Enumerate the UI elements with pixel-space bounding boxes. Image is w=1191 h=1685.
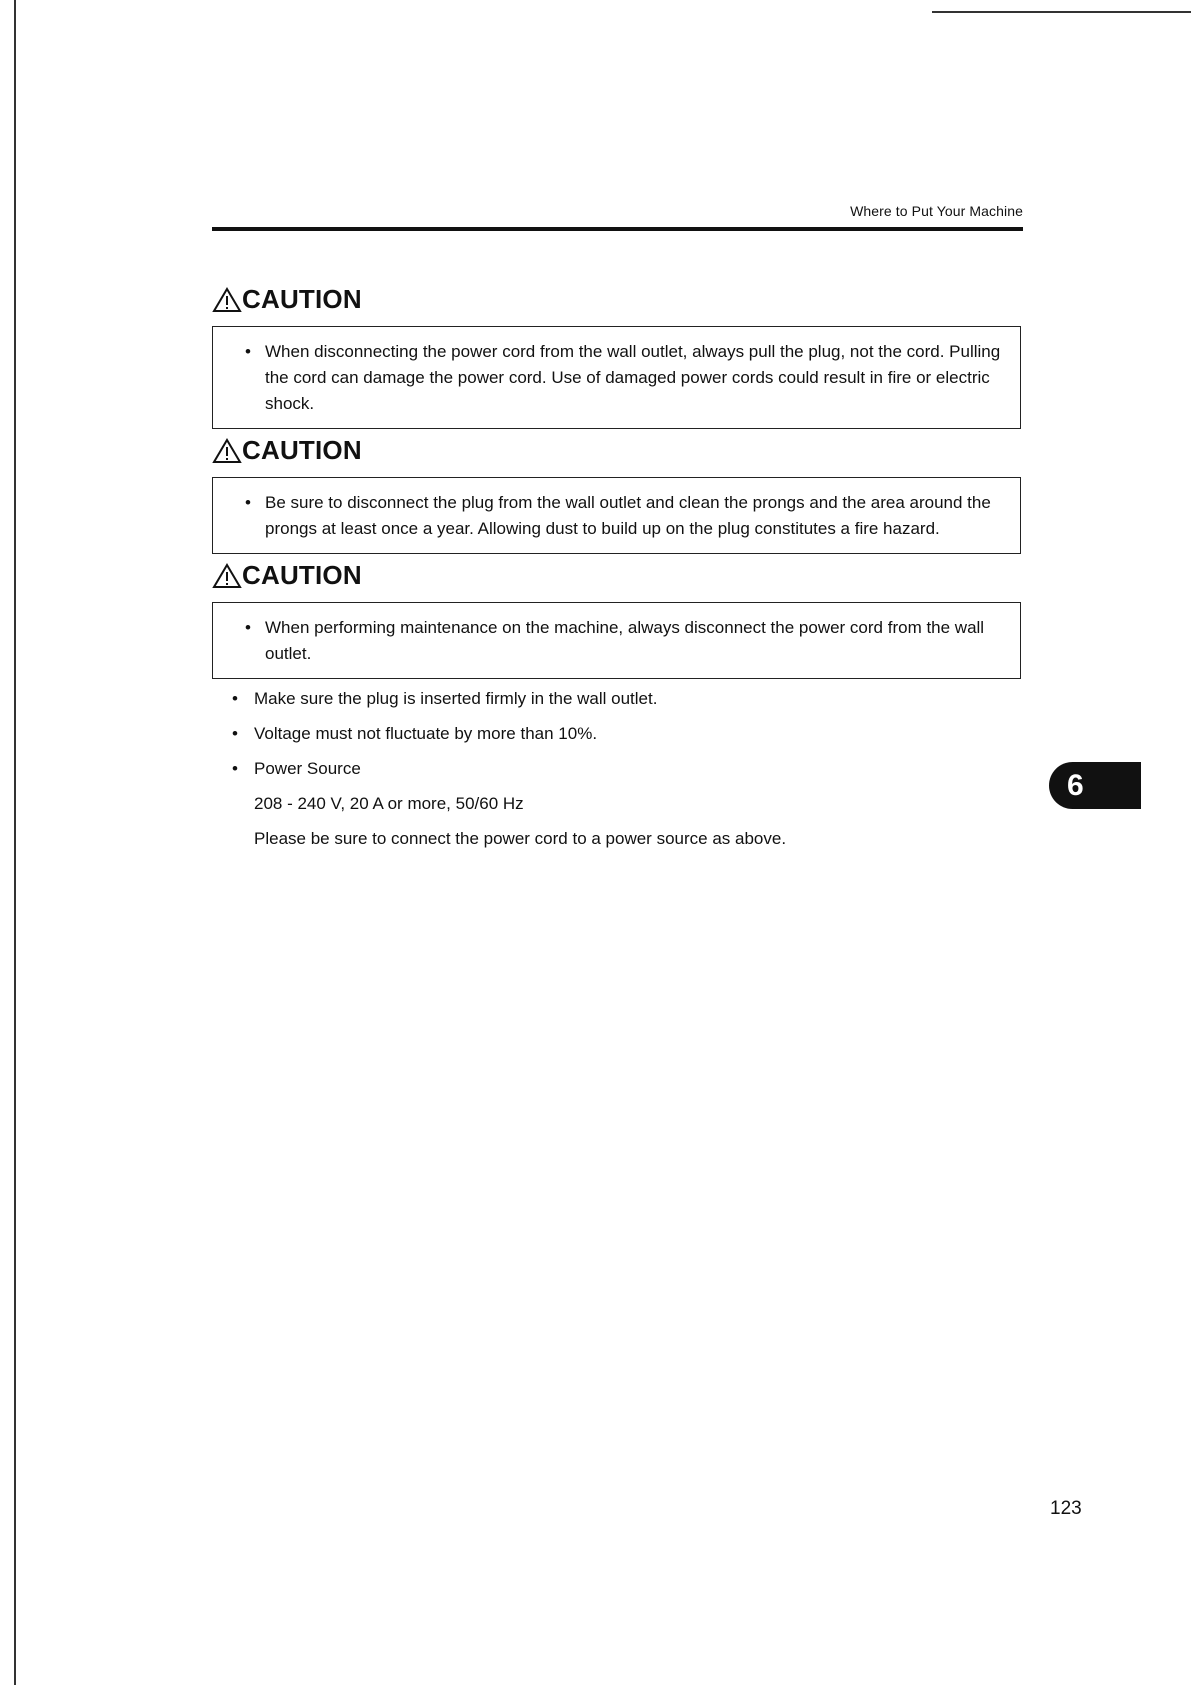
caution-box [212, 326, 1021, 429]
power-source-value: 208 - 240 V, 20 A or more, 50/60 Hz [254, 794, 524, 813]
caution-heading [212, 560, 362, 591]
warning-triangle-icon [212, 563, 242, 589]
caution-title: CAUTION [242, 435, 362, 465]
caution-item: • When performing maintenance on the machine, always disconnect the power cord from the wall outlet. [245, 615, 1004, 667]
caution-title: CAUTION [242, 284, 362, 314]
running-header: Where to Put Your Machine [850, 203, 1023, 219]
body-list [232, 686, 1012, 861]
warning-triangle-icon [212, 438, 242, 464]
caution-box [212, 477, 1021, 554]
scan-edge-line [14, 0, 16, 1685]
caution-box [212, 602, 1021, 679]
caution-title: CAUTION [242, 560, 362, 590]
power-source-note: Please be sure to connect the power cord to a power source as above. [254, 829, 787, 848]
list-item: • Power Source [232, 756, 1012, 791]
header-rule [212, 227, 1023, 231]
caution-item: • Be sure to disconnect the plug from the wall outlet and clean the prongs and the area around the prongs at least once a year. Allowing dust to build up on the plug constitutes a fire hazard. [245, 490, 1004, 542]
warning-triangle-icon [212, 287, 242, 313]
caution-item: • When disconnecting the power cord from the wall outlet, always pull the plug, not the cord. Pulling the cord can damage the power cord. Use of damaged power cords could result in fire or electric shock. [245, 339, 1004, 417]
caution-heading [212, 435, 362, 466]
chapter-number: 6 [1067, 768, 1084, 802]
list-item: • Make sure the plug is inserted firmly in the wall outlet. [232, 686, 1012, 721]
chapter-tab [1049, 762, 1141, 809]
scan-top-line [932, 11, 1191, 13]
caution-heading [212, 284, 362, 315]
page-number: 123 [1050, 1498, 1082, 1519]
list-item: • Voltage must not fluctuate by more than 10%. [232, 721, 1012, 756]
